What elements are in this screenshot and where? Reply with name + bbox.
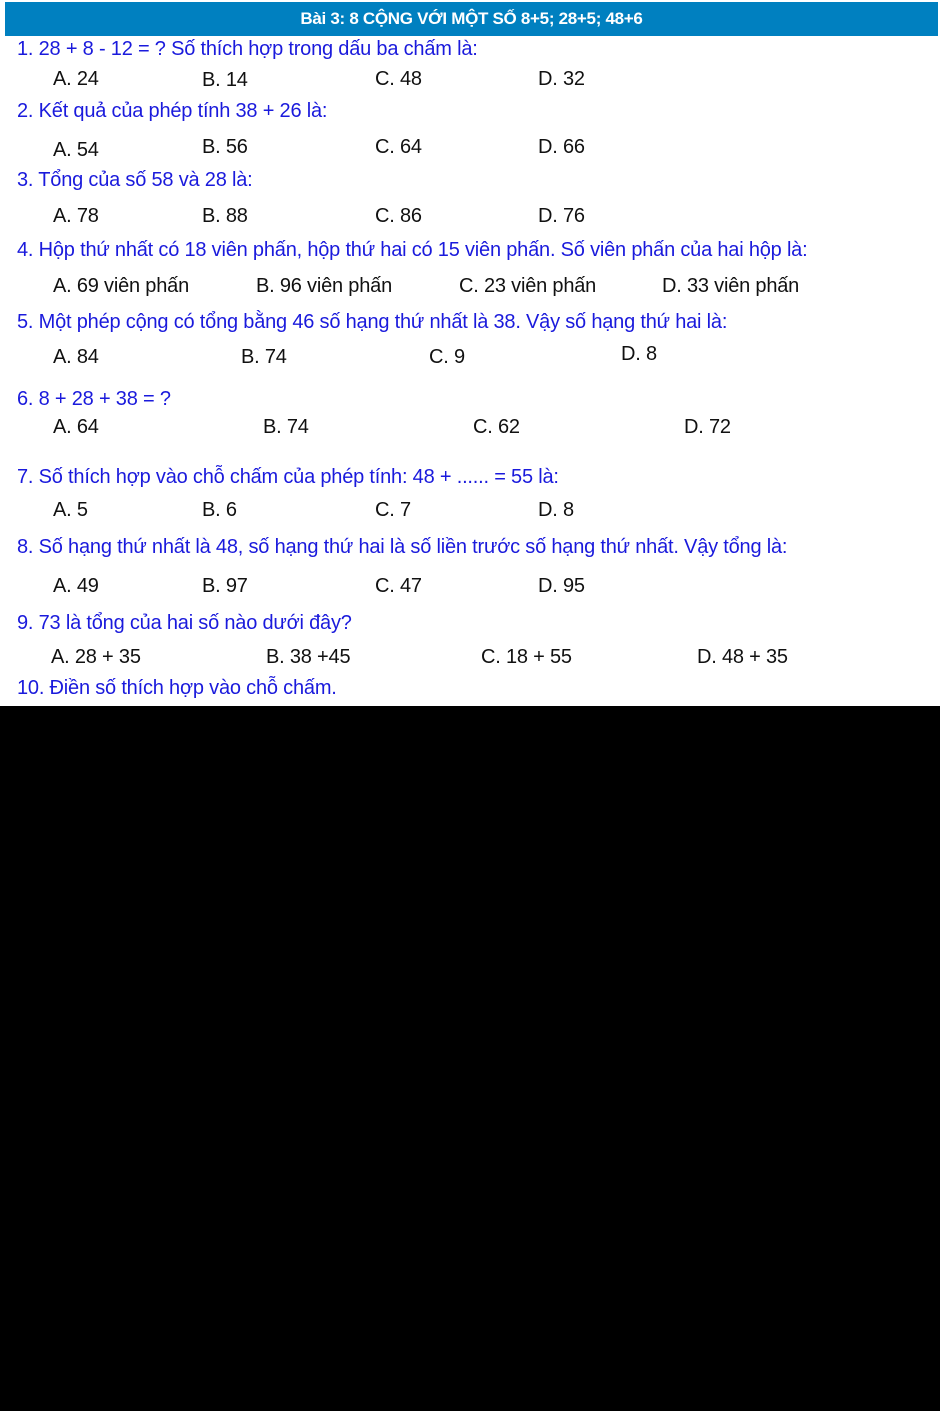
q4-option-a[interactable]: A. 69 viên phấn — [53, 275, 189, 297]
q9-option-c[interactable]: C. 18 + 55 — [481, 646, 572, 668]
q7-option-d[interactable]: D. 8 — [538, 499, 574, 521]
q1-option-b[interactable]: B. 14 — [202, 69, 248, 91]
q5-option-c[interactable]: C. 9 — [429, 346, 465, 368]
q6-option-d[interactable]: D. 72 — [684, 416, 731, 438]
q5-option-b[interactable]: B. 74 — [241, 346, 287, 368]
question-7: 7. Số thích hợp vào chỗ chấm của phép tính: 48 + ...... = 55 là: — [17, 466, 559, 488]
q3-option-d[interactable]: D. 76 — [538, 205, 585, 227]
q7-option-a[interactable]: A. 5 — [53, 499, 88, 521]
question-9: 9. 73 là tổng của hai số nào dưới đây? — [17, 612, 352, 634]
q6-option-c[interactable]: C. 62 — [473, 416, 520, 438]
worksheet-title: Bài 3: 8 CỘNG VỚI MỘT SỐ 8+5; 28+5; 48+6 — [300, 9, 643, 28]
q1-option-a[interactable]: A. 24 — [53, 68, 99, 90]
q1-option-c[interactable]: C. 48 — [375, 68, 422, 90]
q7-option-c[interactable]: C. 7 — [375, 499, 411, 521]
question-5: 5. Một phép cộng có tổng bằng 46 số hạng thứ nhất là 38. Vậy số hạng thứ hai là: — [17, 311, 728, 333]
q4-option-d[interactable]: D. 33 viên phấn — [662, 275, 800, 297]
q8-option-d[interactable]: D. 95 — [538, 575, 585, 597]
question-3: 3. Tổng của số 58 và 28 là: — [17, 169, 253, 191]
q4-option-b[interactable]: B. 96 viên phấn — [256, 275, 392, 297]
question-2: 2. Kết quả của phép tính 38 + 26 là: — [17, 100, 328, 122]
q4-option-c[interactable]: C. 23 viên phấn — [459, 275, 597, 297]
question-4: 4. Hộp thứ nhất có 18 viên phấn, hộp thứ hai có 15 viên phấn. Số viên phấn của hai hộp là: — [17, 239, 808, 261]
q8-option-c[interactable]: C. 47 — [375, 575, 422, 597]
q3-option-b[interactable]: B. 88 — [202, 205, 248, 227]
q3-option-a[interactable]: A. 78 — [53, 205, 99, 227]
question-1: 1. 28 + 8 - 12 = ? Số thích hợp trong dấu ba chấm là: — [17, 38, 478, 60]
q9-option-b[interactable]: B. 38 +45 — [266, 646, 351, 668]
q2-option-d[interactable]: D. 66 — [538, 136, 585, 158]
q2-option-b[interactable]: B. 56 — [202, 136, 248, 158]
q9-option-d[interactable]: D. 48 + 35 — [697, 646, 788, 668]
q8-option-a[interactable]: A. 49 — [53, 575, 99, 597]
question-10: 10. Điền số thích hợp vào chỗ chấm. — [17, 677, 337, 699]
q2-option-a[interactable]: A. 54 — [53, 139, 99, 161]
q6-option-b[interactable]: B. 74 — [263, 416, 309, 438]
question-8: 8. Số hạng thứ nhất là 48, số hạng thứ hai là số liền trước số hạng thứ nhất. Vậy tổng là: — [17, 536, 788, 558]
q5-option-a[interactable]: A. 84 — [53, 346, 99, 368]
q5-option-d[interactable]: D. 8 — [621, 343, 657, 365]
q7-option-b[interactable]: B. 6 — [202, 499, 237, 521]
q6-option-a[interactable]: A. 64 — [53, 416, 99, 438]
q2-option-c[interactable]: C. 64 — [375, 136, 422, 158]
q9-option-a[interactable]: A. 28 + 35 — [51, 646, 141, 668]
q3-option-c[interactable]: C. 86 — [375, 205, 422, 227]
question-6: 6. 8 + 28 + 38 = ? — [17, 388, 171, 410]
worksheet-title-bar — [5, 2, 938, 36]
q1-option-d[interactable]: D. 32 — [538, 68, 585, 90]
q8-option-b[interactable]: B. 97 — [202, 575, 248, 597]
blank-black-area — [0, 706, 940, 1411]
